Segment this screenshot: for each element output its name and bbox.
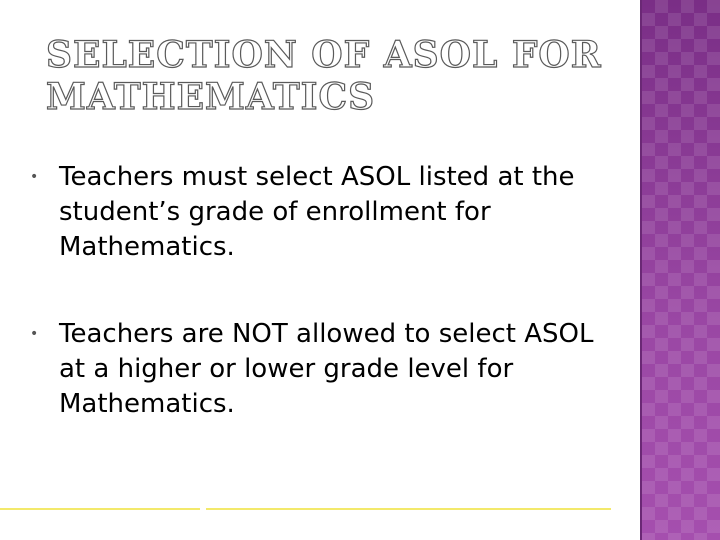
bullet-icon: • [30,169,39,185]
bullet-item [0,160,620,265]
bullet-icon: • [30,326,39,342]
decorative-side-panel [642,0,720,540]
bullet-text: Teachers must select ASOL listed at the student’s grade of enrollment for Mathematics. [59,162,575,262]
footer-line-left [0,508,200,510]
bullet-list [0,160,620,474]
footer-line-right [206,508,611,510]
bullet-text: Teachers are NOT allowed to select ASOL at a higher or lower grade level for Mathematics. [59,319,594,419]
bullet-item [0,317,620,422]
slide-title: SELECTION OF ASOL FOR MATHEMATICS [46,34,602,118]
